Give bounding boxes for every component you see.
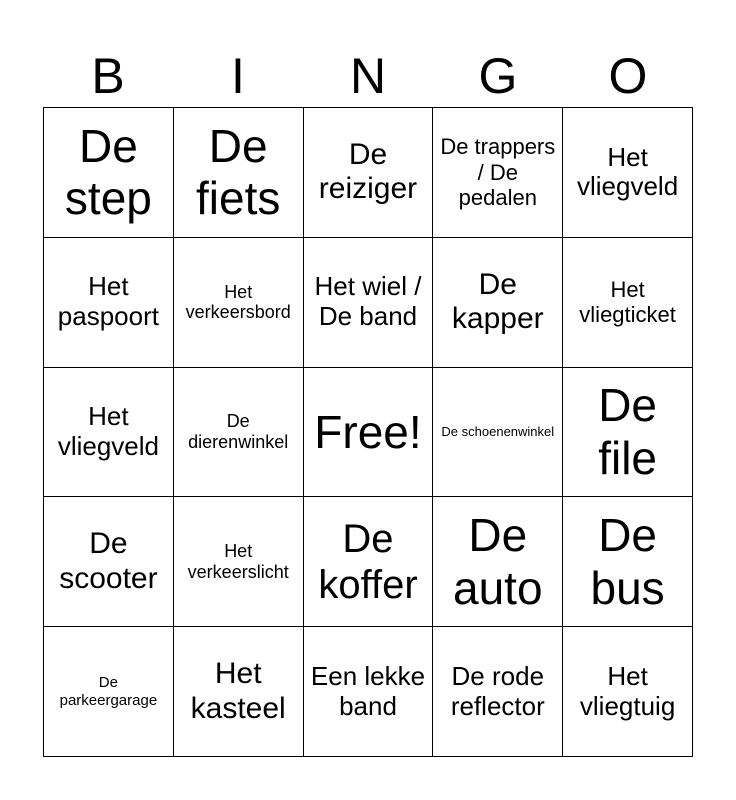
bingo-cell-r4c2[interactable] bbox=[174, 497, 304, 627]
cell-label: Free! bbox=[314, 405, 422, 458]
bingo-cell-r1c2[interactable] bbox=[174, 108, 304, 238]
cell-label: De koffer bbox=[318, 516, 418, 607]
cell-label: De reiziger bbox=[318, 137, 418, 206]
bingo-cell-r5c5[interactable] bbox=[563, 627, 693, 757]
bingo-cell-r2c4[interactable] bbox=[433, 238, 563, 368]
bingo-cell-r3c1[interactable] bbox=[44, 368, 174, 498]
cell-label: De trappers / De pedalen bbox=[440, 134, 556, 211]
header-letter-n: N bbox=[349, 48, 387, 104]
cell-label: De dierenwinkel bbox=[188, 411, 289, 452]
bingo-cell-r2c5[interactable] bbox=[563, 238, 693, 368]
bingo-cell-r5c4[interactable] bbox=[433, 627, 563, 757]
cell-label: Het paspoort bbox=[57, 271, 159, 332]
bingo-grid bbox=[43, 107, 693, 757]
bingo-cell-r3c4[interactable] bbox=[433, 368, 563, 498]
bingo-cell-r2c1[interactable] bbox=[44, 238, 174, 368]
cell-label: De rode reflector bbox=[450, 660, 545, 721]
bingo-cell-r1c1[interactable] bbox=[44, 108, 174, 238]
bingo-cell-r2c2[interactable] bbox=[174, 238, 304, 368]
bingo-header bbox=[43, 44, 693, 108]
bingo-cell-r3c2[interactable] bbox=[174, 368, 304, 498]
header-letter-o: O bbox=[608, 48, 648, 104]
bingo-cell-free[interactable] bbox=[304, 368, 434, 498]
bingo-cell-r5c2[interactable] bbox=[174, 627, 304, 757]
cell-label: De fiets bbox=[196, 119, 281, 225]
bingo-cell-r1c4[interactable] bbox=[433, 108, 563, 238]
cell-label: Het vliegveld bbox=[57, 401, 159, 461]
cell-label: Het vliegtuig bbox=[579, 660, 676, 721]
cell-label: De scooter bbox=[59, 527, 158, 595]
cell-label: Het kasteel bbox=[190, 657, 286, 725]
cell-label: De bus bbox=[590, 508, 665, 614]
header-letter-b: B bbox=[91, 48, 125, 104]
cell-label: De file bbox=[598, 379, 657, 484]
cell-label: De parkeergarage bbox=[59, 674, 158, 709]
bingo-cell-r4c3[interactable] bbox=[304, 497, 434, 627]
cell-label: De schoenenwinkel bbox=[441, 423, 555, 439]
cell-label: Het vliegticket bbox=[579, 276, 676, 328]
cell-label: Het wiel / De band bbox=[314, 271, 422, 332]
bingo-cell-r4c5[interactable] bbox=[563, 497, 693, 627]
cell-label: Het verkeerslicht bbox=[187, 541, 289, 582]
bingo-cell-r2c3[interactable] bbox=[304, 238, 434, 368]
bingo-cell-r4c4[interactable] bbox=[433, 497, 563, 627]
cell-label: De kapper bbox=[451, 267, 544, 336]
cell-label: Het vliegveld bbox=[577, 141, 679, 202]
bingo-cell-r1c5[interactable] bbox=[563, 108, 693, 238]
bingo-cell-r3c5[interactable] bbox=[563, 368, 693, 498]
cell-label: De auto bbox=[453, 508, 543, 614]
cell-label: Het verkeersbord bbox=[185, 281, 291, 323]
bingo-cell-r5c3[interactable] bbox=[304, 627, 434, 757]
bingo-cell-r1c3[interactable] bbox=[304, 108, 434, 238]
header-letter-g: G bbox=[478, 48, 518, 104]
bingo-cell-r4c1[interactable] bbox=[44, 497, 174, 627]
cell-label: Een lekke band bbox=[310, 660, 426, 721]
cell-label: De step bbox=[64, 119, 152, 225]
header-letter-i: I bbox=[231, 48, 245, 104]
bingo-cell-r5c1[interactable] bbox=[44, 627, 174, 757]
